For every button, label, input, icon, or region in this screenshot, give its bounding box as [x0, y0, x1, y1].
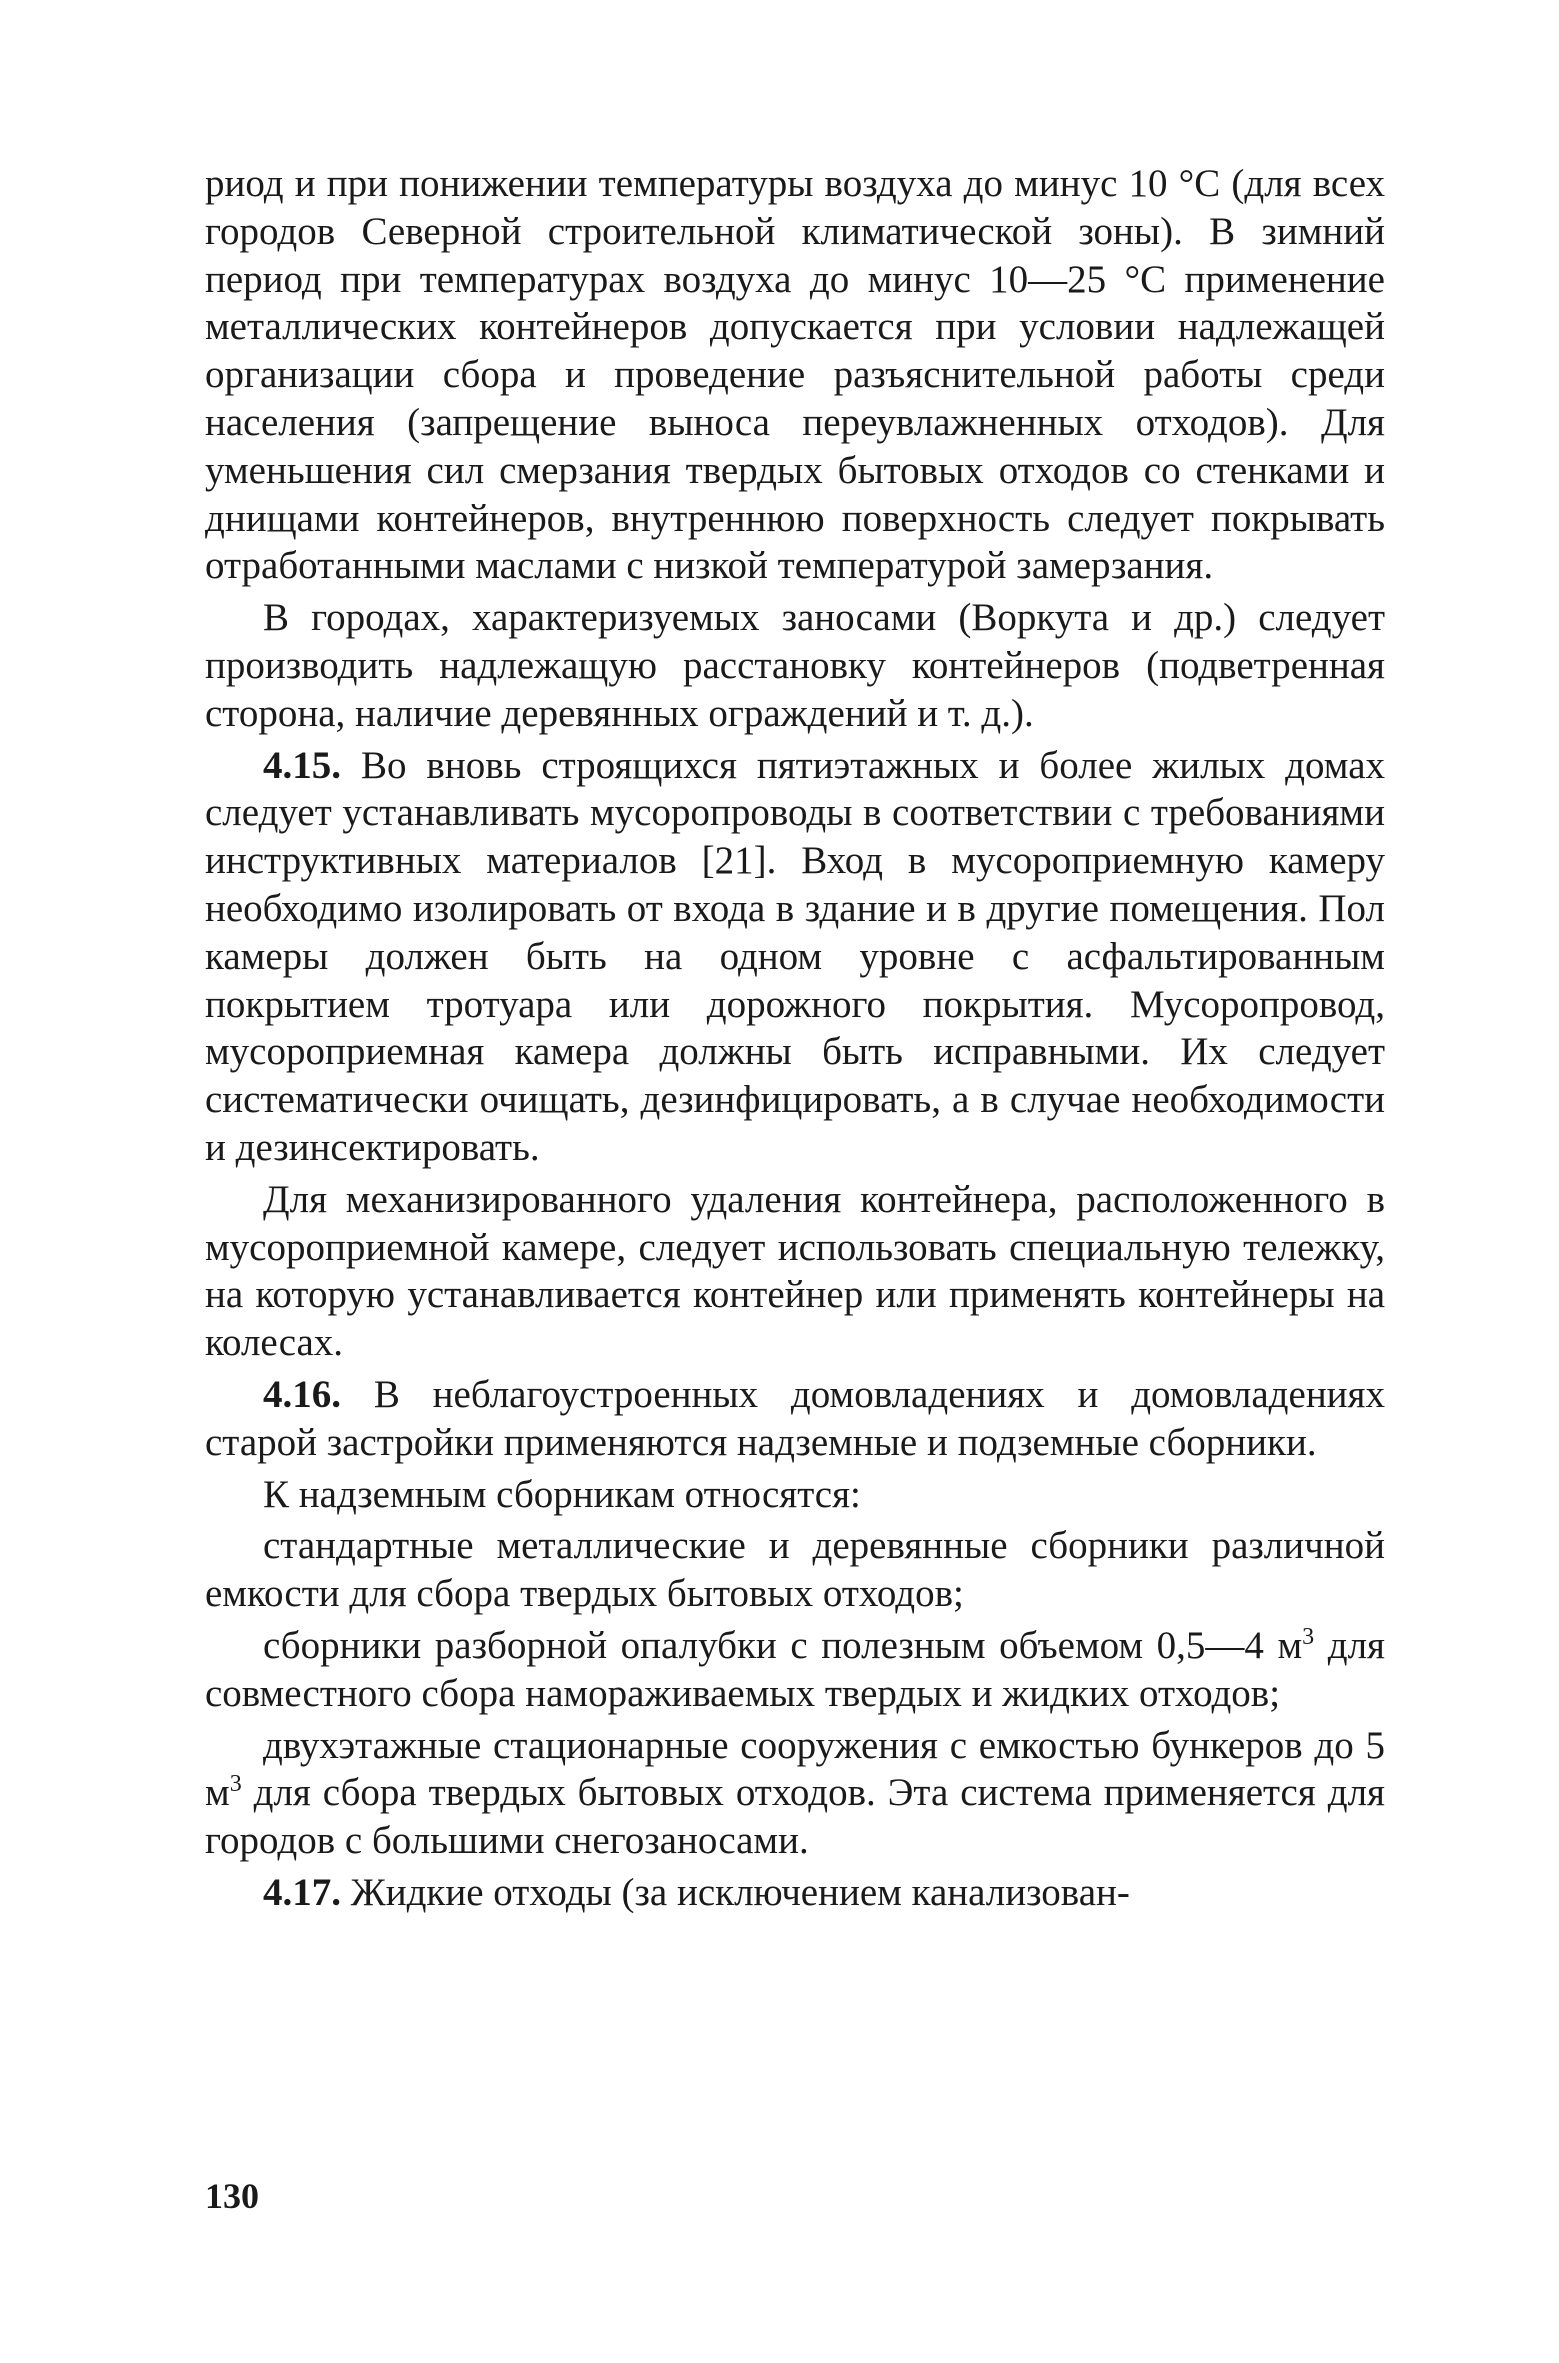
- superscript: 3: [1302, 1623, 1315, 1650]
- page-number: 130: [205, 2176, 259, 2216]
- paragraph-4-16: [205, 1371, 1385, 1467]
- paragraph-text: К надземным сборникам относятся:: [263, 1472, 861, 1516]
- paragraph-4-17: [205, 1869, 1385, 1917]
- paragraph-text: стандартные металлические и деревянные сборники различной емкости для сбора твердых бытовых отходов;: [205, 1524, 1385, 1616]
- list-item-two-storey-structures: [205, 1722, 1385, 1865]
- section-number: 4.17.: [263, 1870, 341, 1914]
- paragraph-4-15: [205, 742, 1385, 1172]
- paragraph-text: Во вновь строящихся пятиэтажных и более жилых домах следует устанавливать мусоропроводы в соответствии с требованиями инструктивных материалов [21]. Вход в мусороприемную камеру необходимо изолировать от входа в здание и в другие помещения. Пол камеры должен быть на одном уровне с асфальтированным покрытием тротуара или дорожного покрытия. Мусоропровод, мусороприемная камера должны быть исправными. Их следует систематически очищать, дезинфицировать, а в случае необходимости и дезинсектировать.: [205, 743, 1386, 1169]
- paragraph-mechanized-removal: [205, 1176, 1385, 1367]
- section-number: 4.15.: [263, 743, 341, 787]
- paragraph-vorkuta: [205, 594, 1385, 737]
- list-item-formwork-collectors: [205, 1622, 1385, 1718]
- paragraph-intro: [205, 160, 1385, 590]
- list-item-standard-collectors: [205, 1522, 1385, 1618]
- paragraph-text: Для механизированного удаления контейнера, расположенного в мусороприемной камере, следует использовать специальную тележку, на которую устанавливается контейнер или применять контейнеры на колесах.: [205, 1177, 1385, 1365]
- paragraph-text-continued: для сбора твердых бытовых отходов. Эта система применяется для городов с большими снегозаносами.: [205, 1771, 1385, 1863]
- paragraph-aboveground-intro: [205, 1471, 1385, 1519]
- paragraph-text: В городах, характеризуемых заносами (Воркута и др.) следует производить надлежащую расстановку контейнеров (подветренная сторона, наличие деревянных ограждений и т. д.).: [205, 596, 1385, 735]
- page-body: [205, 160, 1385, 1921]
- section-number: 4.16.: [263, 1372, 341, 1416]
- paragraph-text: сборники разборной опалубки с полезным объемом 0,5—4 м: [263, 1623, 1303, 1667]
- paragraph-text: риод и при понижении температуры воздуха до минус 10 °С (для всех городов Северной строительной климатической зоны). В зимний период при температурах воздуха до минус 10—25 °С применение металлических контейнеров допускается при условии надлежащей организации сбора и проведение разъяснительной работы среди населения (запрещение выноса переувлажненных отходов). Для уменьшения сил смерзания твердых бытовых отходов со стенками и днищами контейнеров, внутреннюю поверхность следует покрывать отработанными маслами с низкой температурой замерзания.: [205, 162, 1385, 588]
- paragraph-text: Жидкие отходы (за исключением канализован-: [350, 1870, 1130, 1914]
- paragraph-text-continued: для совместного сбора намораживаемых твердых и жидких отходов;: [205, 1623, 1385, 1715]
- paragraph-text: двухэтажные стационарные сооружения с емкостью бункеров до 5 м: [205, 1723, 1385, 1815]
- superscript: 3: [229, 1771, 242, 1798]
- paragraph-text: В неблагоустроенных домовладениях и домовладениях старой застройки применяются надземные и подземные сборники.: [205, 1372, 1385, 1464]
